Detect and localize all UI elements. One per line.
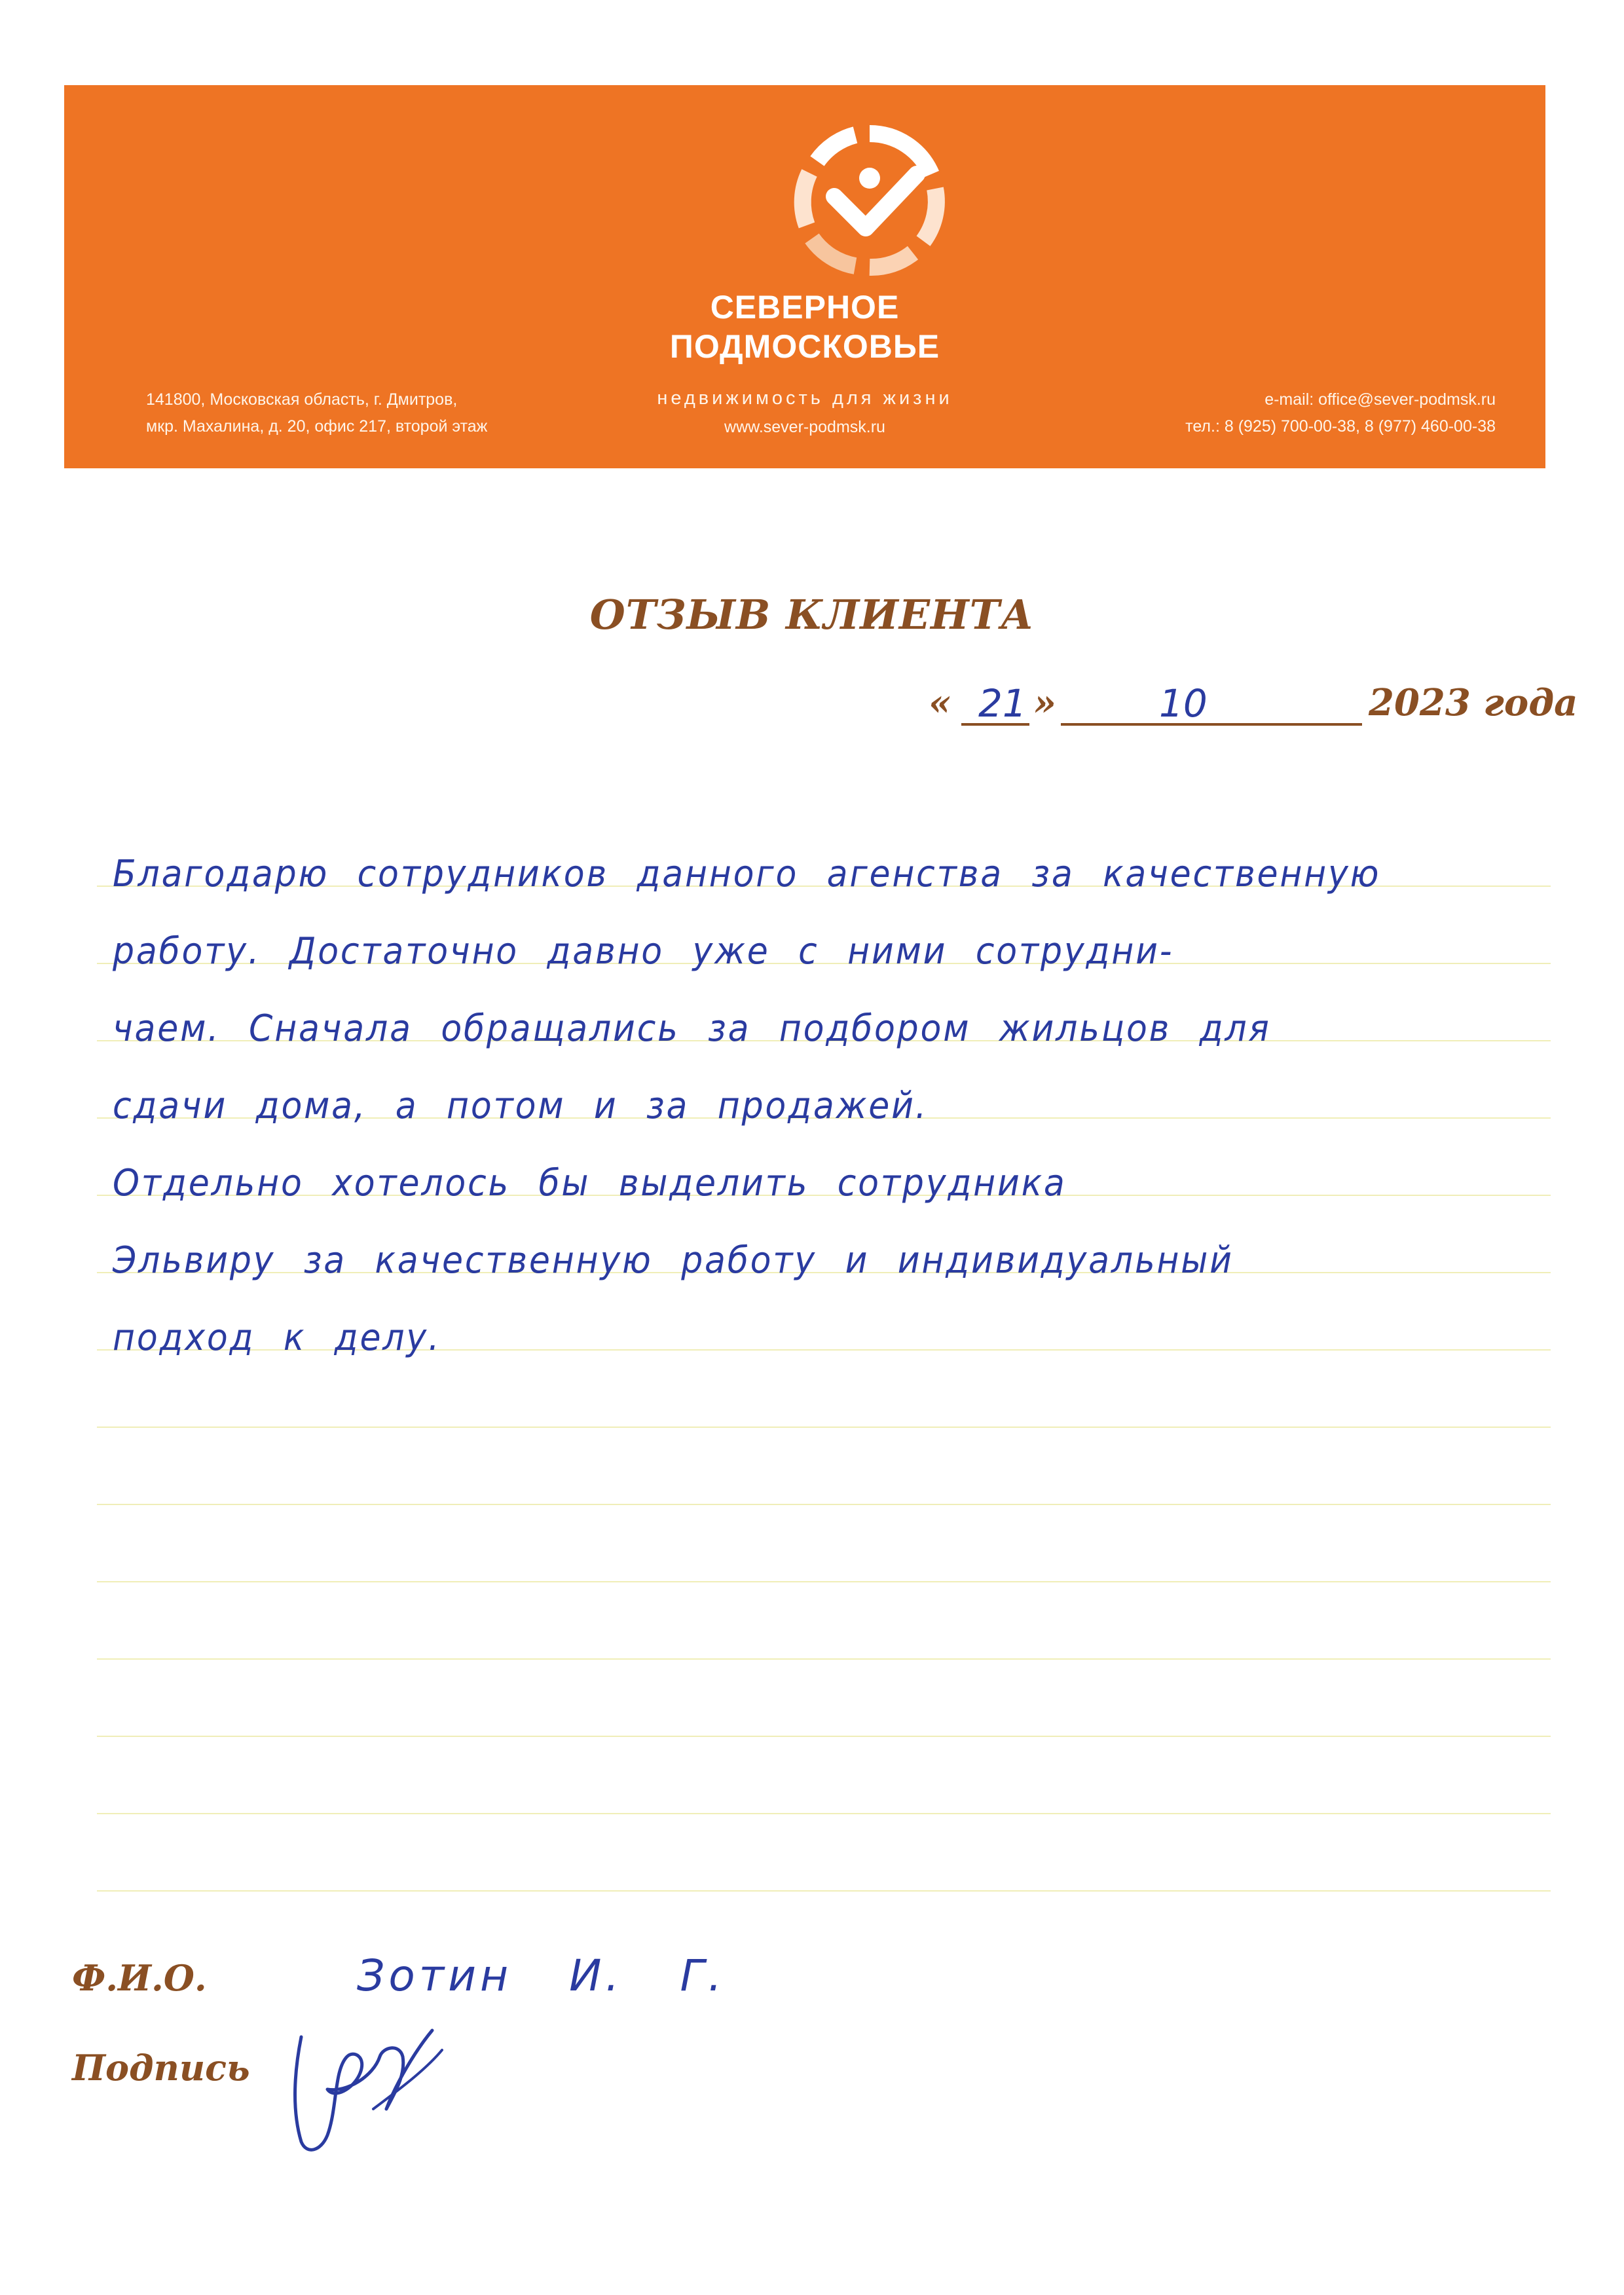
phone-line: тел.: 8 (925) 700-00-38, 8 (977) 460-00-38: [1185, 417, 1496, 436]
company-website: www.sever-podmsk.ru: [724, 418, 885, 436]
date-day-handwritten: 21: [978, 681, 1027, 726]
address-line-1: 141800, Московская область, г. Дмитров,: [146, 390, 458, 409]
review-body: [113, 836, 1553, 1377]
document-title: ОТЗЫВ КЛИЕНТА: [589, 591, 1035, 639]
ruled-line: [97, 1504, 1551, 1505]
address-line-2: мкр. Махалина, д. 20, офис 217, второй этаж: [146, 417, 488, 436]
ruled-line: [97, 1736, 1551, 1737]
ruled-line: [97, 1427, 1551, 1428]
review-line: Благодарю сотрудников данного агенства за качественную: [113, 853, 1381, 895]
review-line: сдачи дома, а потом и за продажей.: [113, 1085, 929, 1127]
ruled-line: [97, 1581, 1551, 1582]
brand-name-line-2: ПОДМОСКОВЬЕ: [669, 328, 940, 365]
ruled-line: [97, 1890, 1551, 1892]
month-blank-line: [1061, 681, 1362, 726]
date-close-quote: »: [1033, 681, 1056, 724]
review-line: подход к делу.: [113, 1316, 441, 1359]
fio-value-handwritten: Зотин И. Г.: [357, 1950, 726, 2001]
fio-label: Ф.И.О.: [72, 1957, 207, 1999]
date-row: [929, 681, 1578, 734]
date-open-quote: «: [929, 681, 951, 724]
email-line: e-mail: office@sever-podmsk.ru: [1264, 390, 1496, 409]
review-line: Эльвиру за качественную работу и индивидуальный: [113, 1239, 1234, 1282]
date-month-handwritten: 10: [1159, 681, 1208, 726]
company-logo-icon: [792, 123, 947, 278]
review-line: работу. Достаточно давно уже с ними сотрудни-: [113, 930, 1174, 973]
review-line: чаем. Сначала обращались за подбором жильцов для: [113, 1007, 1271, 1050]
signature-icon: [275, 2011, 458, 2161]
ruled-line: [97, 1658, 1551, 1660]
date-year: 2023 года: [1369, 681, 1578, 724]
letterhead-banner: [64, 85, 1545, 468]
review-line: Отдельно хотелось бы выделить сотрудника: [113, 1162, 1067, 1204]
signature-label: Подпись: [72, 2047, 250, 2089]
ruled-line: [97, 1813, 1551, 1814]
brand-tagline: недвижимость для жизни: [657, 388, 953, 409]
brand-name-line-1: СЕВЕРНОЕ: [710, 289, 900, 326]
